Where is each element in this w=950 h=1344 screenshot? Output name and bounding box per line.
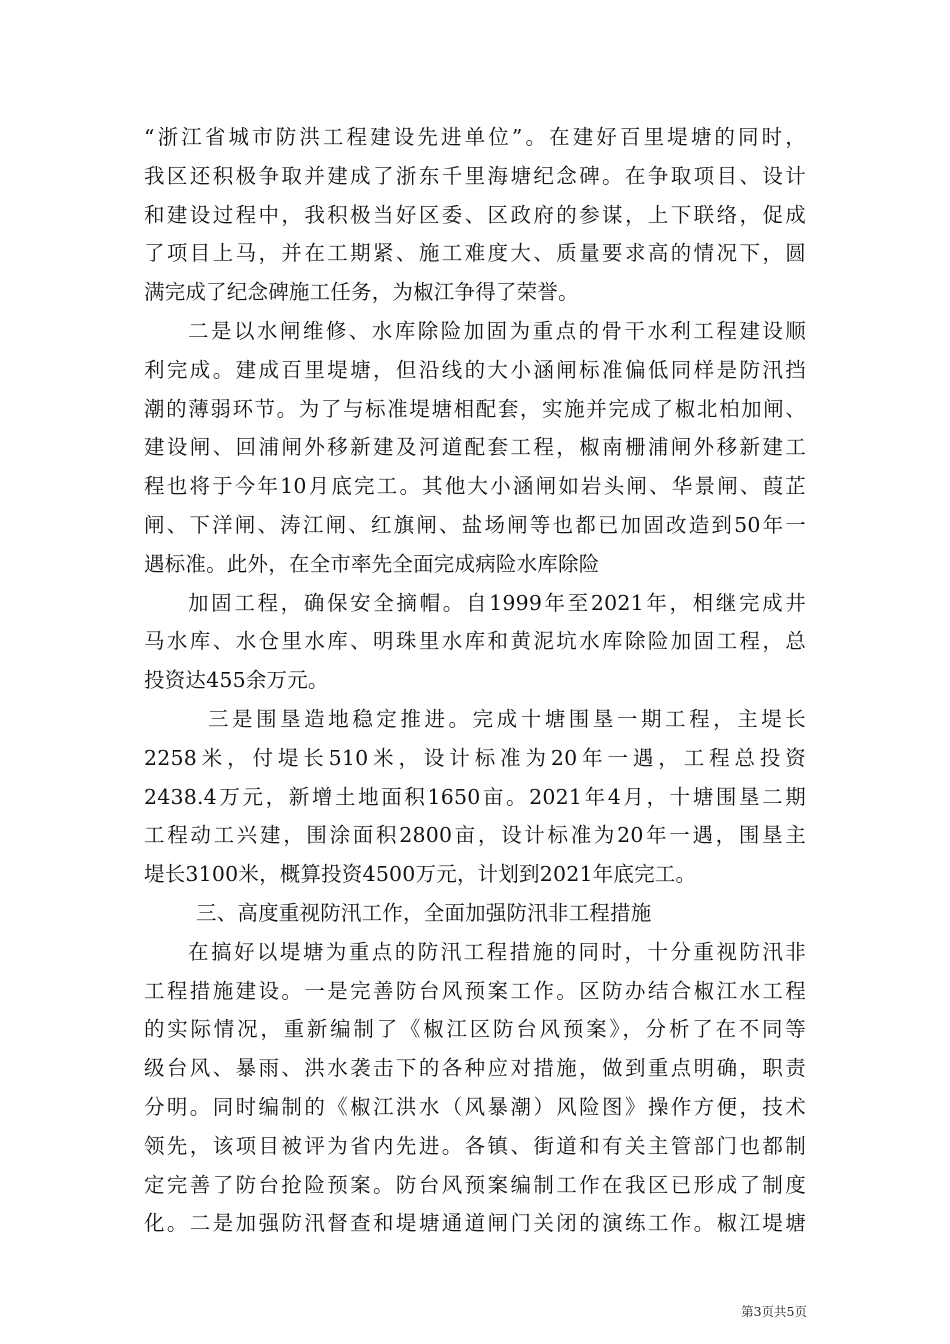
text-line: 化。二是加强防汛督查和堤塘通道闸门关闭的演练工作。椒江堤塘 (144, 1211, 806, 1236)
text-line: 的实际情况，重新编制了《椒江区防台风预案》，分析了在不同等 (144, 1017, 806, 1042)
text-line: 我区还积极争取并建成了浙东千里海塘纪念碑。在争取项目、设计 (144, 163, 806, 188)
text-line: 和建设过程中，我积极当好区委、区政府的参谋，上下联络，促成 (144, 202, 806, 227)
body-text (144, 118, 806, 1243)
text-line: 了项目上马，并在工期紧、施工难度大、质量要求高的情况下，圆 (144, 241, 806, 266)
text-line: 堤长3100米，概算投资4500万元，计划到2021年底完工。 (144, 862, 697, 887)
text-line: 马水库、水仓里水库、明珠里水库和黄泥坑水库除险加固工程，总 (144, 629, 806, 654)
text-line: 定完善了防台抢险预案。防台风预案编制工作在我区已形成了制度 (144, 1172, 806, 1197)
page-footer: 第3页共5页 (741, 1304, 807, 1319)
text-line: 程也将于今年10月底完工。其他大小涵闸如岩头闸、华景闸、葭芷 (144, 474, 806, 499)
text-line: 闸、下洋闸、涛江闸、红旗闸、盐场闸等也都已加固改造到50年一 (144, 512, 806, 537)
text-line: 投资达455余万元。 (144, 668, 329, 693)
text-line: 领先，该项目被评为省内先进。各镇、街道和有关主管部门也都制 (144, 1133, 806, 1158)
text-line: 2438.4万元，新增土地面积1650亩。2021年4月，十塘围垦二期 (144, 784, 806, 809)
text-line: 工程动工兴建，围涂面积2800亩，设计标准为20年一遇，围垦主 (144, 823, 806, 848)
text-line: 遇标准。此外，在全市率先全面完成病险水库除险 (144, 551, 600, 576)
text-line: 级台风、暴雨、洪水袭击下的各种应对措施，做到重点明确，职责 (144, 1056, 806, 1081)
text-line: 加固工程，确保安全摘帽。自1999年至2021年，相继完成井 (188, 590, 806, 615)
text-line: 工程措施建设。一是完善防台风预案工作。区防办结合椒江水工程 (144, 978, 806, 1003)
section-heading: 三、高度重视防汛工作，全面加强防汛非工程措施 (196, 900, 652, 925)
text-line: “浙江省城市防洪工程建设先进单位”。在建好百里堤塘的同时， (144, 125, 806, 149)
text-line: 满完成了纪念碑施工任务，为椒江争得了荣誉。 (144, 280, 579, 305)
text-line: 潮的薄弱环节。为了与标准堤塘相配套，实施并完成了椒北柏加闸、 (144, 396, 806, 421)
text-line: 分明。同时编制的《椒江洪水（风暴潮）风险图》操作方便，技术 (144, 1094, 806, 1119)
text-line: 在搞好以堤塘为重点的防汛工程措施的同时，十分重视防汛非 (188, 939, 806, 964)
text-line: 2258米，付堤长510米，设计标准为20年一遇，工程总投资 (144, 745, 806, 770)
text-line: 建设闸、回浦闸外移新建及河道配套工程，椒南栅浦闸外移新建工 (144, 435, 806, 460)
text-line: 二是以水闸维修、水库除险加固为重点的骨干水利工程建设顺 (188, 318, 806, 343)
text-line: 利完成。建成百里堤塘，但沿线的大小涵闸标准偏低同样是防汛挡 (144, 357, 806, 382)
text-line: 三是围垦造地稳定推进。完成十塘围垦一期工程，主堤长 (208, 706, 806, 731)
